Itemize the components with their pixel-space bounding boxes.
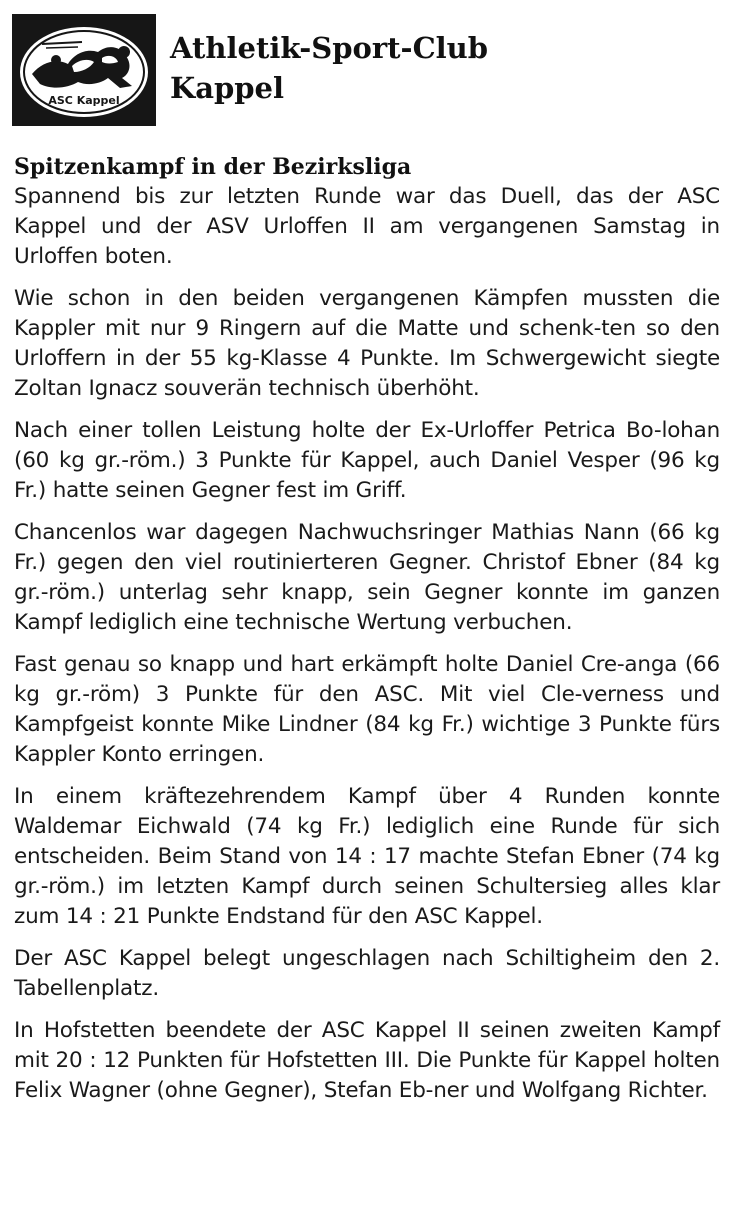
club-name-line-2: Kappel	[170, 71, 285, 105]
article-headline: Spitzenkampf in der Bezirksliga	[14, 154, 412, 180]
article-paragraph-1: Spannend bis zur letzten Runde war das Duell, das der ASC Kappel und der ASV Urloffen II am vergangenen Samstag in Urloffen boten.	[14, 184, 720, 269]
article-paragraph-3: Nach einer tollen Leistung holte der Ex-Urloffer Petrica Bo-lohan (60 kg gr.-röm.) 3 Punkte für Kappel, auch Daniel Vesper (96 kg Fr.) hatte seinen Gegner fest im Griff.	[14, 418, 720, 503]
article-paragraph-2: Wie schon in den beiden vergangenen Kämpfen mussten die Kappler mit nur 9 Ringern auf die Matte und schenk-ten so den Urloffern in der 55 kg-Klasse 4 Punkte. Im Schwergewicht siegte Zoltan Ignacz souverän technisch überhöht.	[14, 286, 720, 401]
wrestlers-logo-icon	[12, 14, 156, 126]
article-paragraph-6: In einem kräftezehrendem Kampf über 4 Runden konnte Waldemar Eichwald (74 kg Fr.) lediglich eine Runde für sich entscheiden. Beim Stand von 14 : 17 machte Stefan Ebner (74 kg gr.-röm.) im letzten Kampf durch seinen Schultersieg alles klar zum 14 : 21 Punkte Endstand für den ASC Kappel.	[14, 784, 720, 929]
article-paragraph-5: Fast genau so knapp und hart erkämpft holte Daniel Cre-anga (66 kg gr.-röm) 3 Punkte für den ASC. Mit viel Cle-verness und Kampfgeist konnte Mike Lindner (84 kg Fr.) wichtige 3 Punkte fürs Kappler Konto erringen.	[14, 652, 720, 767]
club-name-line-1: Athletik-Sport-Club	[170, 31, 489, 65]
club-logo	[12, 14, 156, 126]
club-header	[12, 14, 712, 126]
logo-caption: ASC Kappel	[48, 94, 120, 107]
article	[14, 152, 720, 1118]
article-paragraph-4: Chancenlos war dagegen Nachwuchsringer Mathias Nann (66 kg Fr.) gegen den viel routinierteren Gegner. Christof Ebner (84 kg gr.-röm.) unterlag sehr knapp, sein Gegner konnte im ganzen Kampf lediglich eine technische Wertung verbuchen.	[14, 520, 720, 635]
article-paragraph-8: In Hofstetten beendete der ASC Kappel II seinen zweiten Kampf mit 20 : 12 Punkten für Hofstetten III. Die Punkte für Kappel holten Felix Wagner (ohne Gegner), Stefan Eb-ner und Wolfgang Richter.	[14, 1018, 720, 1103]
article-paragraph-7: Der ASC Kappel belegt ungeschlagen nach Schiltigheim den 2. Tabellenplatz.	[14, 946, 720, 1001]
club-name	[170, 28, 488, 108]
